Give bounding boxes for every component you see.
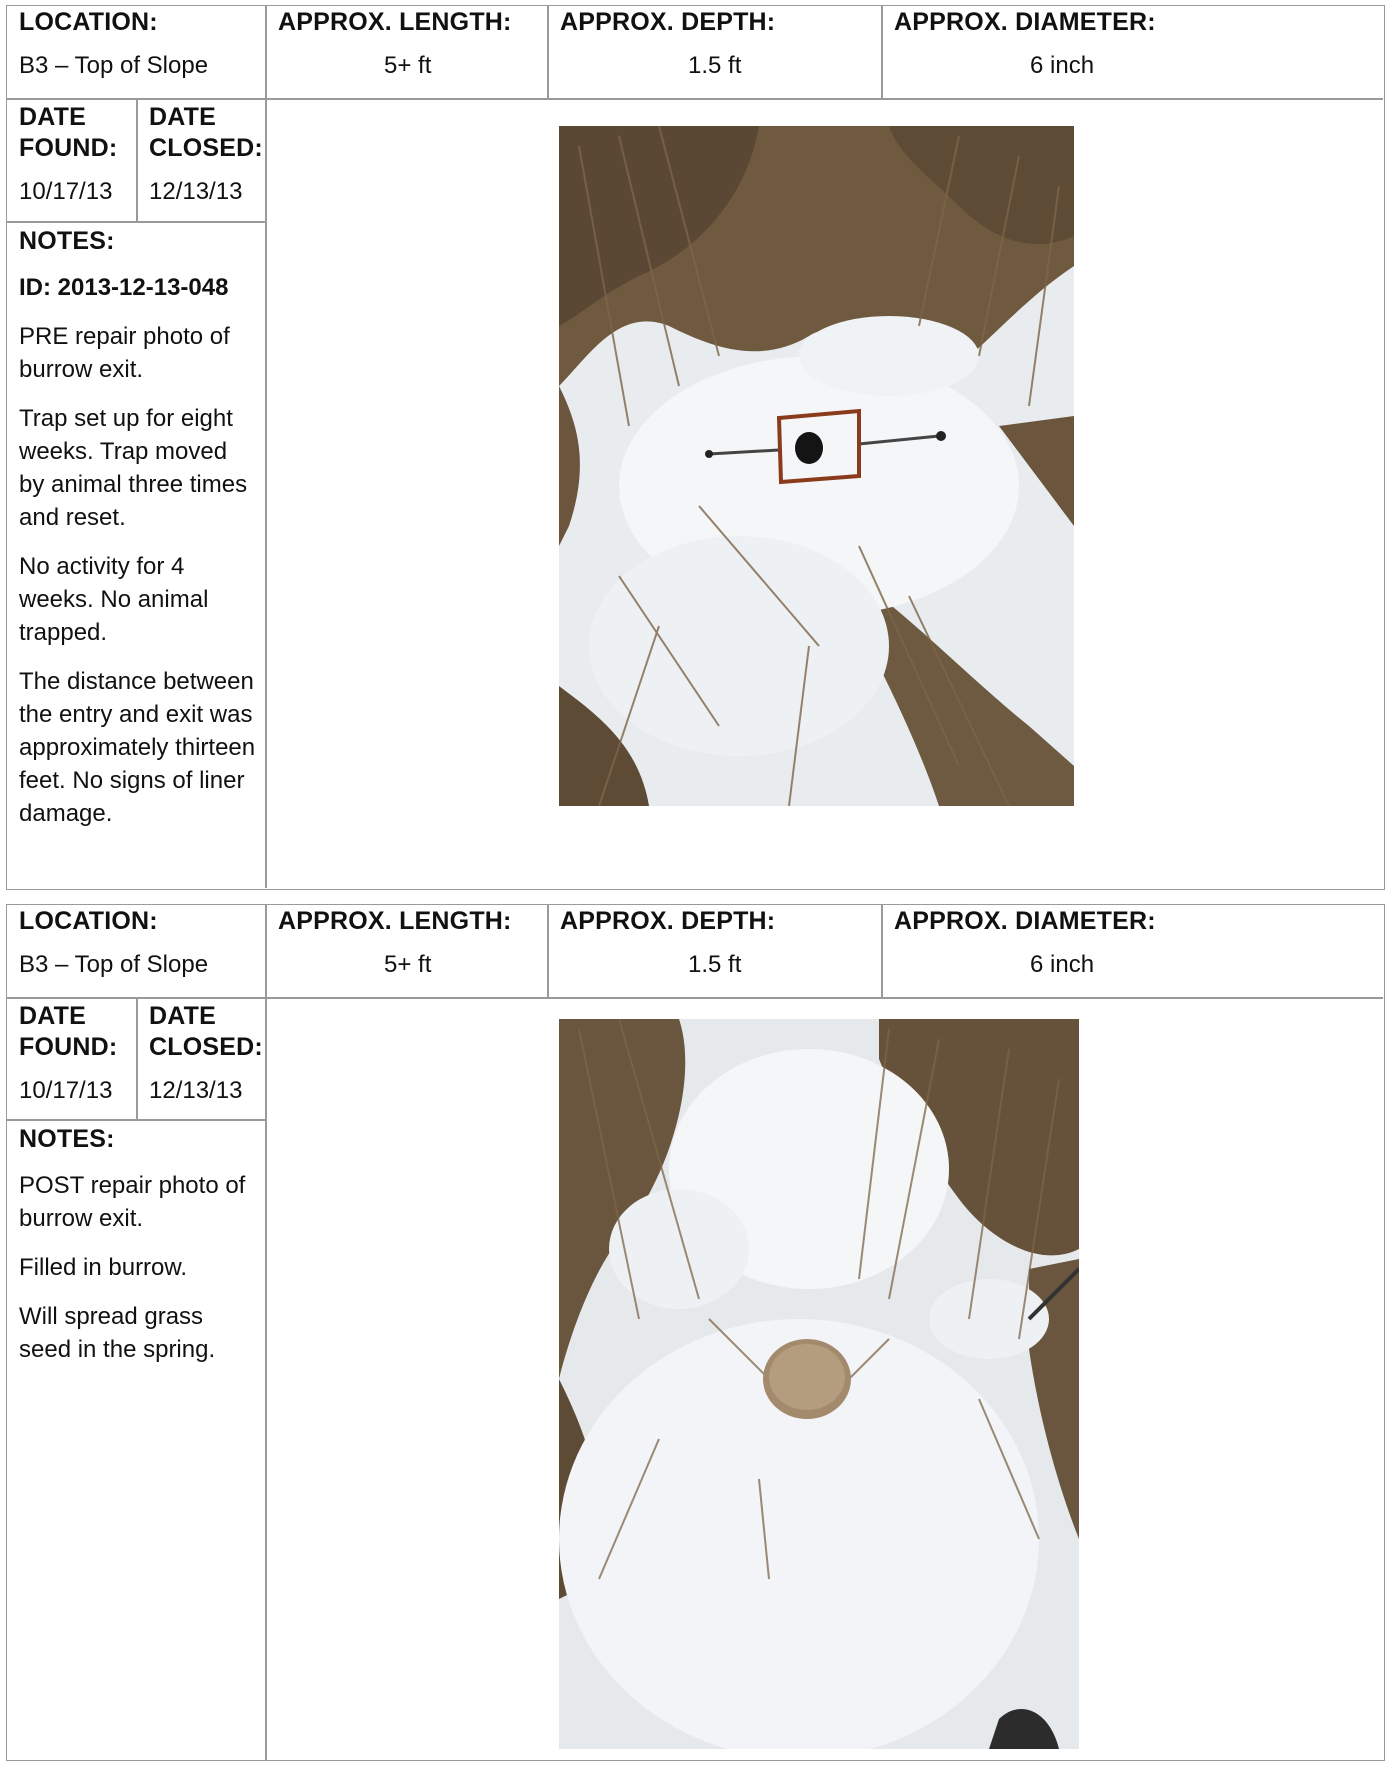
length-header: APPROX. LENGTH: [278,907,512,935]
notes-paragraph: Filled in burrow. [19,1254,188,1281]
post-repair-burrow-photo [559,1019,1079,1749]
date-closed-header-line1: DATE [149,1002,216,1030]
notes-header: NOTES: [19,1125,115,1153]
location-value: B3 – Top of Slope [19,951,209,978]
depth-header: APPROX. DEPTH: [560,8,776,36]
pre-repair-burrow-photo [559,126,1074,806]
diameter-value: 6 inch [1030,951,1095,978]
date-found-value: 10/17/13 [19,178,113,205]
notes-id: ID: 2013-12-13-048 [19,274,229,301]
diameter-header: APPROX. DIAMETER: [894,8,1156,36]
length-header: APPROX. LENGTH: [278,8,512,36]
location-header: LOCATION: [19,907,158,935]
diameter-header: APPROX. DIAMETER: [894,907,1156,935]
notes-paragraph: The distance between the entry and exit was approximately thirteen feet. No signs of liner damage. [19,668,256,827]
date-found-header-line2: FOUND: [19,1033,118,1061]
date-closed-value: 12/13/13 [149,1077,243,1104]
location-header: LOCATION: [19,8,158,36]
notes-paragraph: PRE repair photo of burrow exit. [19,323,230,383]
depth-value: 1.5 ft [688,951,742,978]
date-found-header-line2: FOUND: [19,134,118,162]
date-found-header-line1: DATE [19,1002,86,1030]
notes-paragraph: POST repair photo of burrow exit. [19,1172,246,1232]
date-closed-header-line1: DATE [149,103,216,131]
notes-paragraph: Trap set up for eight weeks. Trap moved by animal three times and reset. [19,405,248,531]
date-closed-header-line2: CLOSED: [149,134,263,162]
notes-paragraph: Will spread grass seed in the spring. [19,1303,216,1363]
length-value: 5+ ft [384,951,432,978]
burrow-record-2 [6,904,1385,1761]
date-found-header-line1: DATE [19,103,86,131]
length-value: 5+ ft [384,52,432,79]
diameter-value: 6 inch [1030,52,1095,79]
depth-header: APPROX. DEPTH: [560,907,776,935]
date-found-value: 10/17/13 [19,1077,113,1104]
notes-paragraph: No activity for 4 weeks. No animal trapped. [19,553,209,646]
location-value: B3 – Top of Slope [19,52,209,79]
date-closed-header-line2: CLOSED: [149,1033,263,1061]
burrow-record-1 [6,5,1385,890]
notes-header: NOTES: [19,227,115,255]
depth-value: 1.5 ft [688,52,742,79]
date-closed-value: 12/13/13 [149,178,243,205]
